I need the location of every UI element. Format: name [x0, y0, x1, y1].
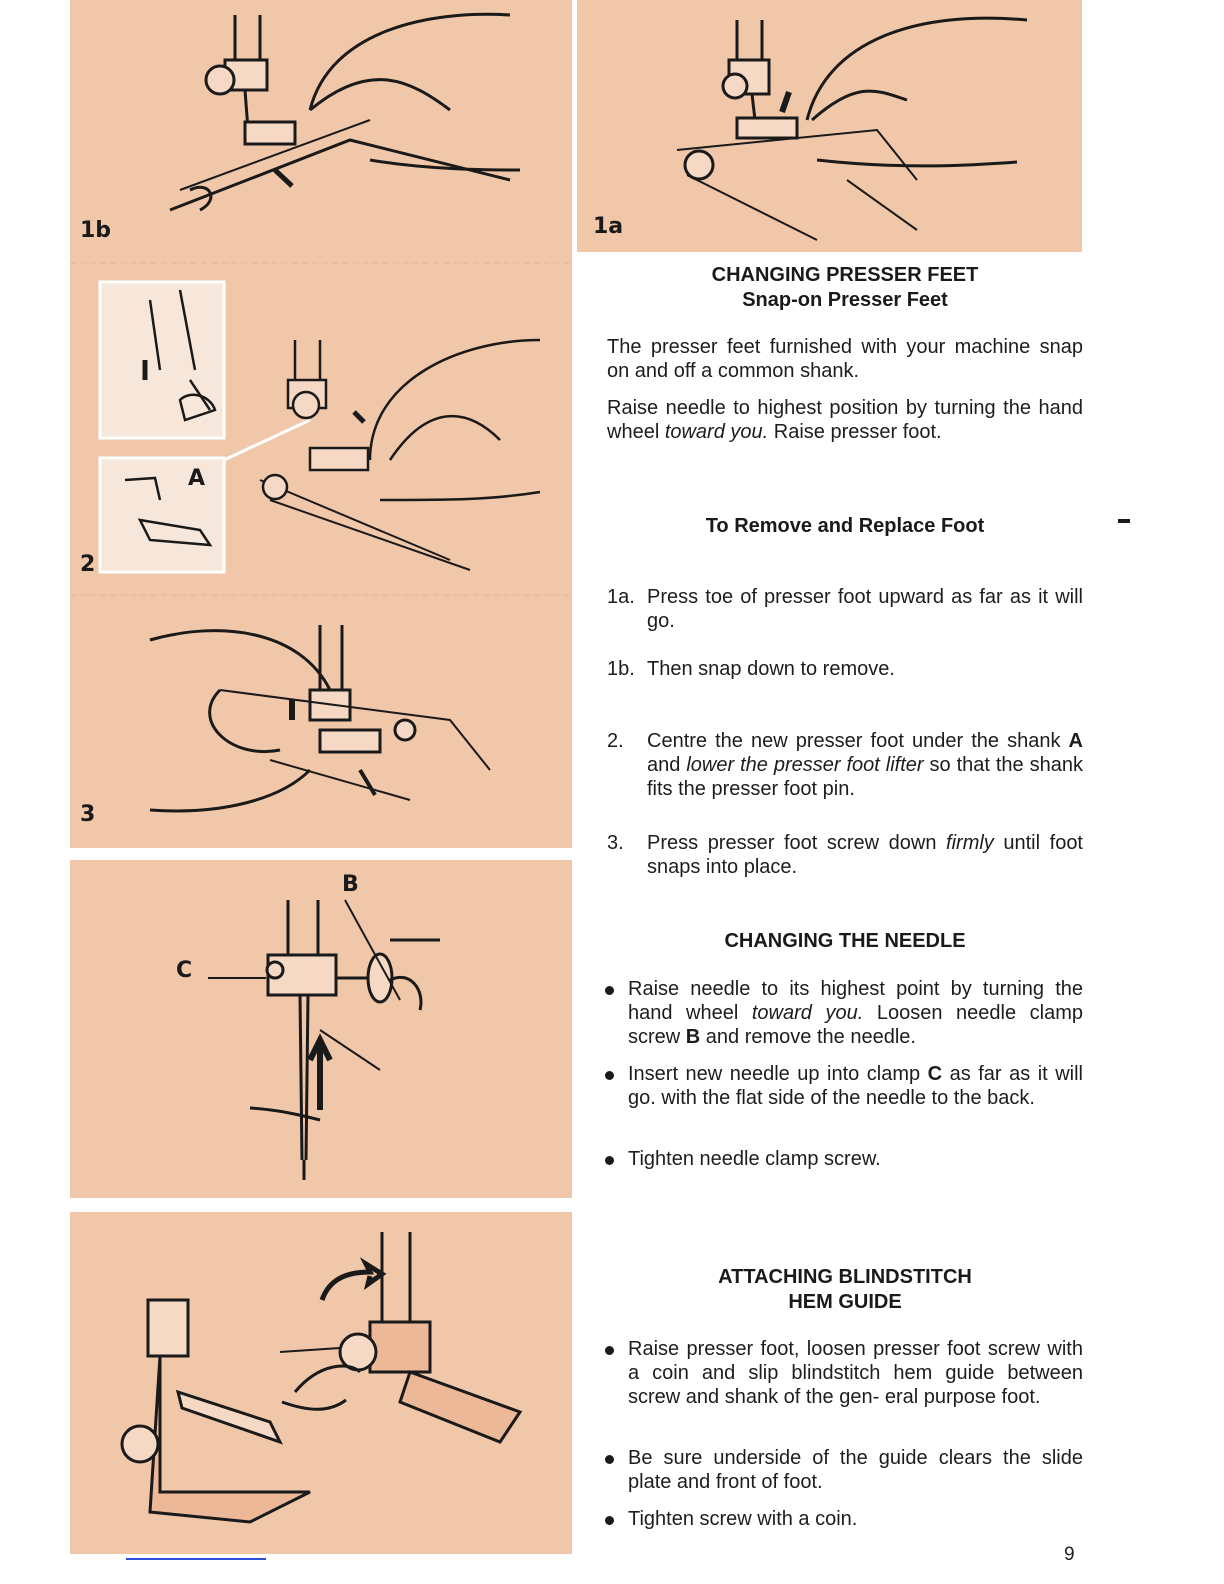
- figure-letter-a: A: [188, 466, 206, 491]
- emphasis: lower the presser foot lifter: [686, 754, 924, 776]
- text-run: Raise needle to its highest point by turning the hand wheel: [628, 978, 1083, 1024]
- section-title: CHANGING PRESSER FEET: [711, 264, 979, 286]
- text-run: Raise needle to highest position by turning the hand wheel: [607, 397, 1083, 443]
- step-item: [607, 729, 1083, 801]
- section-title: CHANGING THE NEEDLE: [724, 930, 966, 952]
- figure-letter-c: C: [176, 958, 193, 983]
- paragraph: [607, 335, 1083, 383]
- text-run: and: [647, 754, 687, 776]
- bullet-text: [628, 1062, 1083, 1110]
- paragraph-text: [607, 396, 1083, 444]
- presser-foot-illustrations: [70, 0, 572, 848]
- text-run: until foot snaps into place.: [647, 832, 1083, 878]
- step-number: 1b.: [607, 658, 635, 680]
- bullet-item: [605, 977, 1083, 1049]
- section-changing-needle: [607, 929, 1083, 954]
- bullet-item: [605, 1446, 1083, 1494]
- step-item: [607, 657, 1083, 681]
- step-text: [647, 729, 1083, 801]
- bullet-item: [605, 1337, 1083, 1409]
- blindstitch-guide-illustration: [70, 1212, 572, 1554]
- scan-line: [126, 1558, 266, 1560]
- figure-label-2: 2: [80, 552, 96, 577]
- figure-letter-b: B: [342, 872, 359, 897]
- page-number: 9: [1064, 1544, 1075, 1565]
- section-title-line-2: HEM GUIDE: [788, 1291, 902, 1313]
- text-run: Raise presser foot.: [768, 421, 942, 443]
- figure-panel-1b-2-3: [70, 0, 572, 848]
- figure-label-1b: 1b: [80, 218, 112, 243]
- section-changing-presser-feet: [607, 263, 1083, 313]
- section-blindstitch: [607, 1265, 1083, 1315]
- figure-label-1a: 1a: [593, 214, 624, 239]
- step-number: 2.: [607, 730, 624, 752]
- step-number: 3.: [607, 832, 624, 854]
- bullet-dot: [605, 1346, 614, 1355]
- bullet-dot: [605, 1516, 614, 1525]
- figure-label-3: 3: [80, 802, 96, 827]
- remove-foot-illustration: [577, 0, 1082, 252]
- bullet-text: Be sure underside of the guide clears the slide plate and front of foot.: [628, 1447, 1083, 1493]
- bullet-dot: [605, 1455, 614, 1464]
- paragraph-text: The presser feet furnished with your machine snap on and off a common shank.: [607, 336, 1083, 382]
- emphasis: toward you.: [664, 421, 769, 443]
- emphasis: firmly: [946, 832, 994, 854]
- margin-mark: [1118, 519, 1130, 523]
- text-run: as far as it will go. with the flat side of the needle to the back.: [628, 1063, 1083, 1109]
- bold-letter: A: [1068, 730, 1083, 752]
- section-remove-replace: [607, 514, 1083, 539]
- section-title: To Remove and Replace Foot: [705, 515, 985, 537]
- section-title-line-1: ATTACHING BLINDSTITCH: [718, 1266, 972, 1288]
- bullet-dot: [605, 1156, 614, 1165]
- step-item: [607, 585, 1083, 633]
- bullet-text: Tighten needle clamp screw.: [628, 1148, 881, 1170]
- divider: [70, 262, 570, 264]
- step-text: Then snap down to remove.: [647, 658, 895, 680]
- text-run: and remove the needle.: [700, 1026, 916, 1048]
- bullet-text: Raise presser foot, loosen presser foot screw with a coin and slip blindstitch hem guide between screw and shank of the gen- eral purpose foot.: [628, 1338, 1083, 1408]
- bullet-dot: [605, 986, 614, 995]
- divider: [70, 594, 570, 596]
- step-text: [647, 831, 1083, 879]
- text-run: Loosen needle clamp screw: [628, 1002, 1083, 1048]
- text-run: Press presser foot screw down: [647, 832, 947, 854]
- emphasis: toward you.: [751, 1002, 864, 1024]
- step-number: 1a.: [607, 586, 635, 608]
- section-subtitle: Snap-on Presser Feet: [742, 289, 948, 311]
- figure-panel-1a: [577, 0, 1082, 252]
- bold-letter: C: [927, 1063, 943, 1085]
- bullet-text: Tighten screw with a coin.: [628, 1508, 858, 1530]
- text-run: Insert new needle up into clamp: [628, 1063, 928, 1085]
- bullet-dot: [605, 1071, 614, 1080]
- needle-clamp-illustration: [70, 860, 572, 1198]
- bold-letter: B: [685, 1026, 701, 1048]
- bullet-text: [628, 977, 1083, 1049]
- text-run: so that the shank fits the presser foot pin.: [647, 754, 1083, 800]
- step-item: [607, 831, 1083, 879]
- bullet-item: [605, 1507, 1083, 1531]
- bullet-item: [605, 1062, 1083, 1110]
- paragraph: [607, 396, 1083, 444]
- text-run: Centre the new presser foot under the shank: [647, 730, 1069, 752]
- step-text: Press toe of presser foot upward as far as it will go.: [647, 586, 1083, 632]
- figure-panel-needle: [70, 860, 572, 1198]
- bullet-item: [605, 1147, 1083, 1171]
- figure-panel-blindstitch: [70, 1212, 572, 1554]
